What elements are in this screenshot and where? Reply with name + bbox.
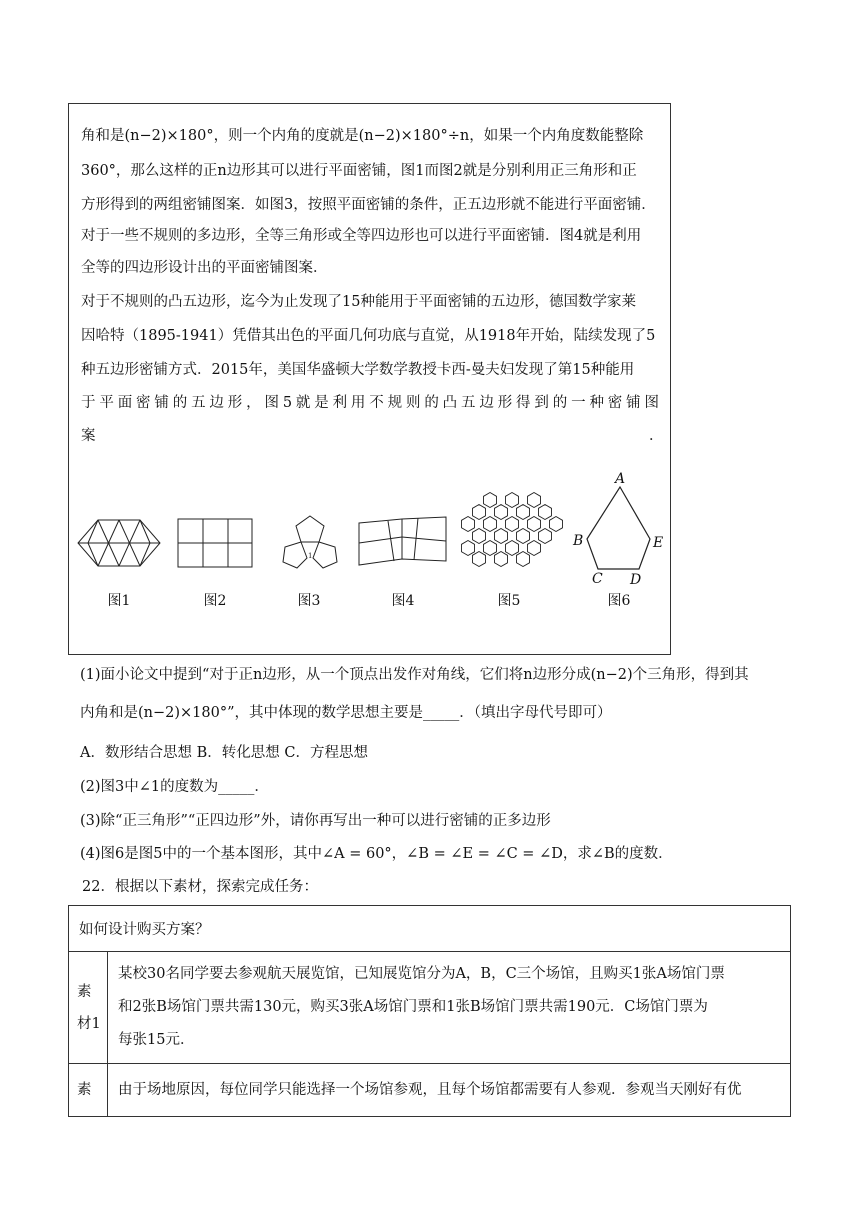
angle-1-label: 1 (308, 552, 313, 560)
fig5-tile (550, 517, 563, 532)
material-table (68, 905, 791, 1117)
essay-line-3: 方形得到的两组密铺图案．如图3，按照平面密铺的条件，正五边形就不能进行平面密铺． (81, 197, 656, 213)
essay-line-6: 对于不规则的凸五边形，迄今为止发现了15种能用于平面密铺的五边形，德国数学家莱 (81, 294, 636, 310)
material-1-line-3: 每张15元． (118, 1032, 195, 1048)
question-22-intro: 22．根据以下素材，探索完成任务： (82, 879, 318, 895)
fig5-tile (473, 529, 486, 544)
material-2-label-line-1: 素 (77, 1082, 92, 1098)
essay-line-7: 因哈特（1895-1941）凭借其出色的平面几何功底与直觉，从1918年开始，陆续发现了5 (81, 328, 656, 344)
essay-end-period: ． (649, 428, 664, 444)
material-1-label-line-2: 材1 (77, 1015, 101, 1032)
fig5-tile (506, 541, 519, 556)
vertex-C-label: C (592, 571, 603, 587)
fig5-tile (539, 529, 552, 544)
fig5-tile (473, 552, 486, 567)
vertex-D-label: D (630, 572, 642, 588)
essay-box (68, 103, 671, 655)
figure-2-label: 图2 (203, 593, 227, 609)
vertex-E-label: E (653, 535, 664, 551)
figure-1-label: 图1 (107, 593, 131, 609)
table-header: 如何设计购买方案？ (69, 906, 791, 952)
question-3: (3)除“正三角形”“正四边形”外，请你再写出一种可以进行密铺的正多边形 (80, 813, 551, 829)
fig5-tile (484, 493, 497, 508)
fig5-tile (473, 505, 486, 520)
fig5-tile (539, 505, 552, 520)
fig5-tile (528, 493, 541, 508)
material-1-label (69, 952, 108, 1064)
question-4: (4)图6是图5中的一个基本图形，其中∠A = 60°，∠B = ∠E = ∠C = ∠D，求∠B的度数． (80, 846, 673, 862)
fig5-tile (495, 529, 508, 544)
fig5-tile (517, 505, 530, 520)
material-1-label-line-1: 素 (77, 983, 92, 1000)
fig5-tile (517, 529, 530, 544)
figure-5-label: 图5 (497, 593, 521, 609)
vertex-B-label: B (573, 533, 584, 549)
essay-line-10: 案 (81, 428, 96, 444)
essay-line-8: 种五边形密铺方式．2015年，美国华盛顿大学数学教授卡西-曼夫妇发现了第15种能用 (81, 362, 635, 378)
question-1-line-2: 内角和是(n−2)×180°”，其中体现的数学思想主要是_____．（填出字母代号即可） (80, 705, 612, 721)
fig5-tile (506, 493, 519, 508)
figure-1-triangle-tiling (77, 519, 161, 567)
figure-4-label: 图4 (391, 593, 415, 609)
question-1-options: A．数形结合思想 B．转化思想 C．方程思想 (80, 745, 368, 761)
material-1-line-2: 和2张B场馆门票共需130元，购买3张A场馆门票和1张B场馆门票共需190元．C场馆门票为 (118, 999, 708, 1015)
figure-2-square-tiling (177, 518, 253, 568)
fig5-tile (495, 505, 508, 520)
figure-3-label: 图3 (297, 593, 321, 609)
material-2-content (108, 1064, 791, 1117)
fig5-tile (484, 541, 497, 556)
material-2-line-1: 由于场地原因，每位同学只能选择一个场馆参观，且每个场馆都需要有人参观．参观当天刚好有优 (118, 1081, 742, 1098)
figure-5-pentagon-tiling (460, 491, 562, 567)
question-2: (2)图3中∠1的度数为_____． (80, 779, 269, 795)
figure-3-pentagons (277, 514, 343, 570)
essay-line-1: 角和是(n−2)×180°，则一个内角的度就是(n−2)×180°÷n，如果一个内角度数能整除 (81, 128, 644, 144)
fig5-tile (462, 541, 475, 556)
fig5-tile (528, 541, 541, 556)
figure-6-pentagon (571, 467, 667, 588)
material-1-content (108, 952, 791, 1064)
material-1-line-1: 某校30名同学要去参观航天展览馆，已知展览馆分为A，B，C三个场馆，且购买1张A场馆门票 (118, 966, 725, 982)
essay-line-2: 360°，那么这样的正n边形其可以进行平面密铺，图1而图2就是分别利用正三角形和正 (81, 163, 637, 179)
fig5-tile (528, 517, 541, 532)
fig5-tile (506, 517, 519, 532)
essay-line-4: 对于一些不规则的多边形，全等三角形或全等四边形也可以进行平面密铺．图4就是利用 (81, 228, 642, 244)
figure-4-quadrilateral-tiling (358, 515, 448, 571)
fig5-tile (484, 517, 497, 532)
fig5-tile (517, 552, 530, 567)
fig5-tile (495, 552, 508, 567)
essay-line-9: 于平面密铺的五边形，图5就是利用不规则的凸五边形得到的一种密铺图 (81, 395, 659, 411)
vertex-A-label: A (615, 471, 626, 487)
fig5-tile (462, 517, 475, 532)
material-2-label (69, 1064, 108, 1117)
essay-line-5: 全等的四边形设计出的平面密铺图案． (81, 260, 328, 276)
figure-6-label: 图6 (607, 593, 631, 609)
question-1-line-1: (1)面小论文中提到“对于正n边形，从一个顶点出发作对角线，它们将n边形分成(n−2)个三角形，得到其 (80, 667, 749, 683)
